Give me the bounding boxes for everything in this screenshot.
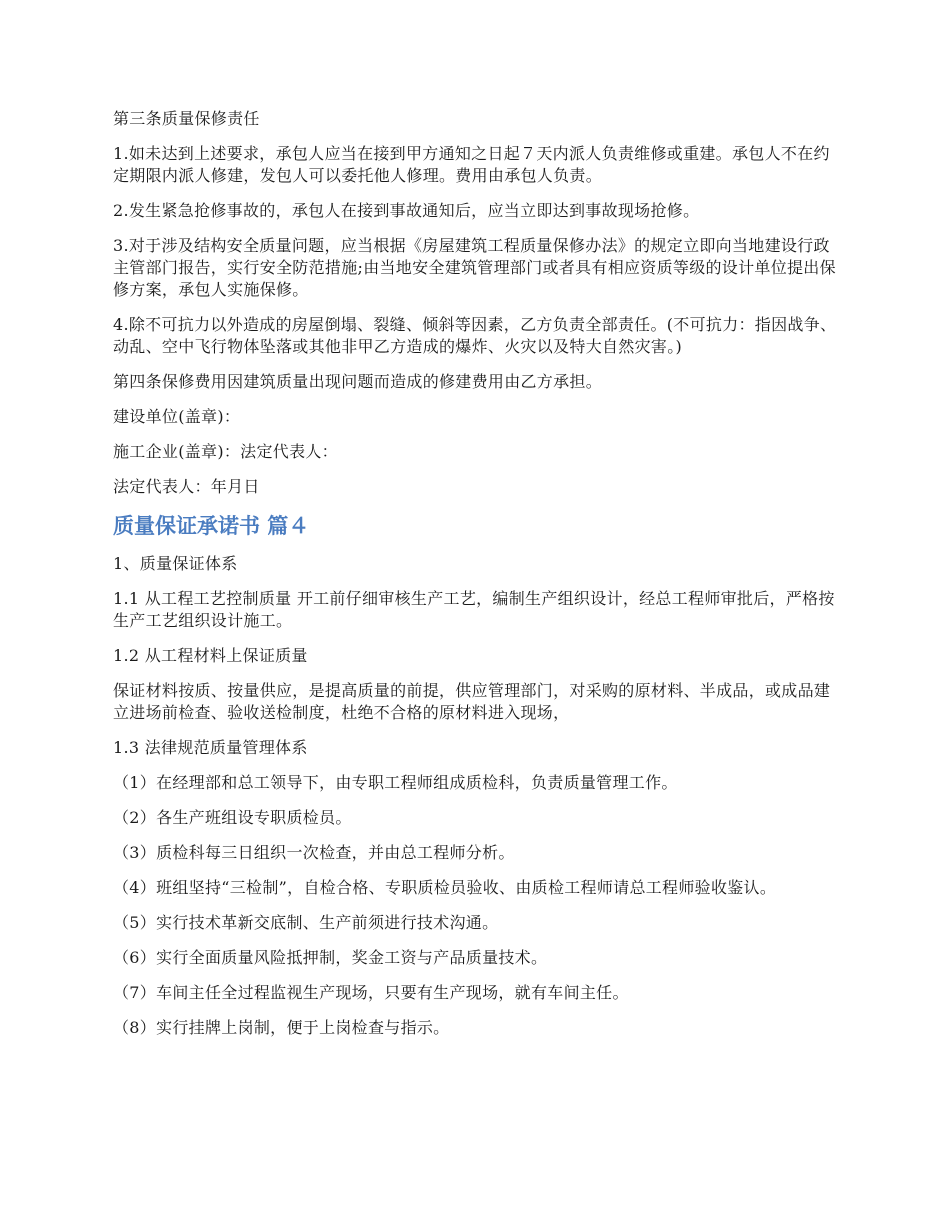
subsection-1-2-body: 保证材料按质、按量供应，是提高质量的前提，供应管理部门，对采购的原材料、半成品，或成品建立进场前检查、验收送检制度，杜绝不合格的原材料进入现场， — [113, 681, 831, 722]
subsection-1: 1、质量保证体系 — [113, 554, 238, 573]
clause-item-1: 1.如未达到上述要求，承包人应当在接到甲方通知之日起７天内派人负责维修或重建。承包人不在约定期限内派人修建，发包人可以委托他人修理。费用由承包人负责。 — [113, 144, 830, 185]
list-item: （3）质检科每三日组织一次检查，并由总工程师分析。 — [113, 843, 515, 862]
list-item: （2）各生产班组设专职质检员。 — [113, 808, 352, 827]
list-item: （8）实行挂牌上岗制，便于上岗检查与指示。 — [113, 1018, 450, 1037]
clause-item-4: 4.除不可抗力以外造成的房屋倒塌、裂缝、倾斜等因素，乙方负责全部责任。(不可抗力：指因战争、动乱、空中飞行物体坠落或其他非甲乙方造成的爆炸、火灾以及特大自然灾害。) — [113, 315, 837, 356]
clause-item-3: 3.对于涉及结构安全质量问题，应当根据《房屋建筑工程质量保修办法》的规定立即向当地建设行政主管部门报告，实行安全防范措施;由当地安全建筑管理部门或者具有相应资质等级的设计单位提出保修方案，承包人实施保修。 — [113, 236, 836, 299]
article3-title: 第三条质量保修责任 — [113, 109, 260, 128]
document-page — [113, 108, 843, 1052]
list-item: （5）实行技术革新交底制、生产前须进行技术沟通。 — [113, 913, 499, 932]
list-item: （4）班组坚持“三检制”，自检合格、专职质检员验收、由质检工程师请总工程师验收鉴认。 — [113, 878, 777, 897]
signature-builder: 建设单位(盖章)： — [113, 407, 241, 426]
list-item: （1）在经理部和总工领导下，由专职工程师组成质检科，负责质量管理工作。 — [113, 773, 678, 792]
list-item: （7）车间主任全过程监视生产现场，只要有生产现场，就有车间主任。 — [113, 983, 629, 1002]
subsection-1-3: 1.3 法律规范质量管理体系 — [113, 738, 308, 757]
subsection-1-1: 1.1 从工程工艺控制质量 开工前仔细审核生产工艺，编制生产组织设计，经总工程师审批后，严格按生产工艺组织设计施工。 — [113, 589, 835, 630]
subsection-1-2: 1.2 从工程材料上保证质量 — [113, 646, 308, 665]
list-item: （6）实行全面质量风险抵押制，奖金工资与产品质量技术。 — [113, 948, 548, 967]
clause-item-2: 2.发生紧急抢修事故的，承包人在接到事故通知后，应当立即达到事故现场抢修。 — [113, 201, 700, 220]
signature-contractor: 施工企业(盖章)：法定代表人： — [113, 442, 338, 461]
section-heading: 质量保证承诺书 篇４ — [113, 514, 310, 538]
article4-text: 第四条保修费用因建筑质量出现问题而造成的修建费用由乙方承担。 — [113, 372, 603, 391]
signature-date: 法定代表人：年月日 — [113, 477, 260, 496]
